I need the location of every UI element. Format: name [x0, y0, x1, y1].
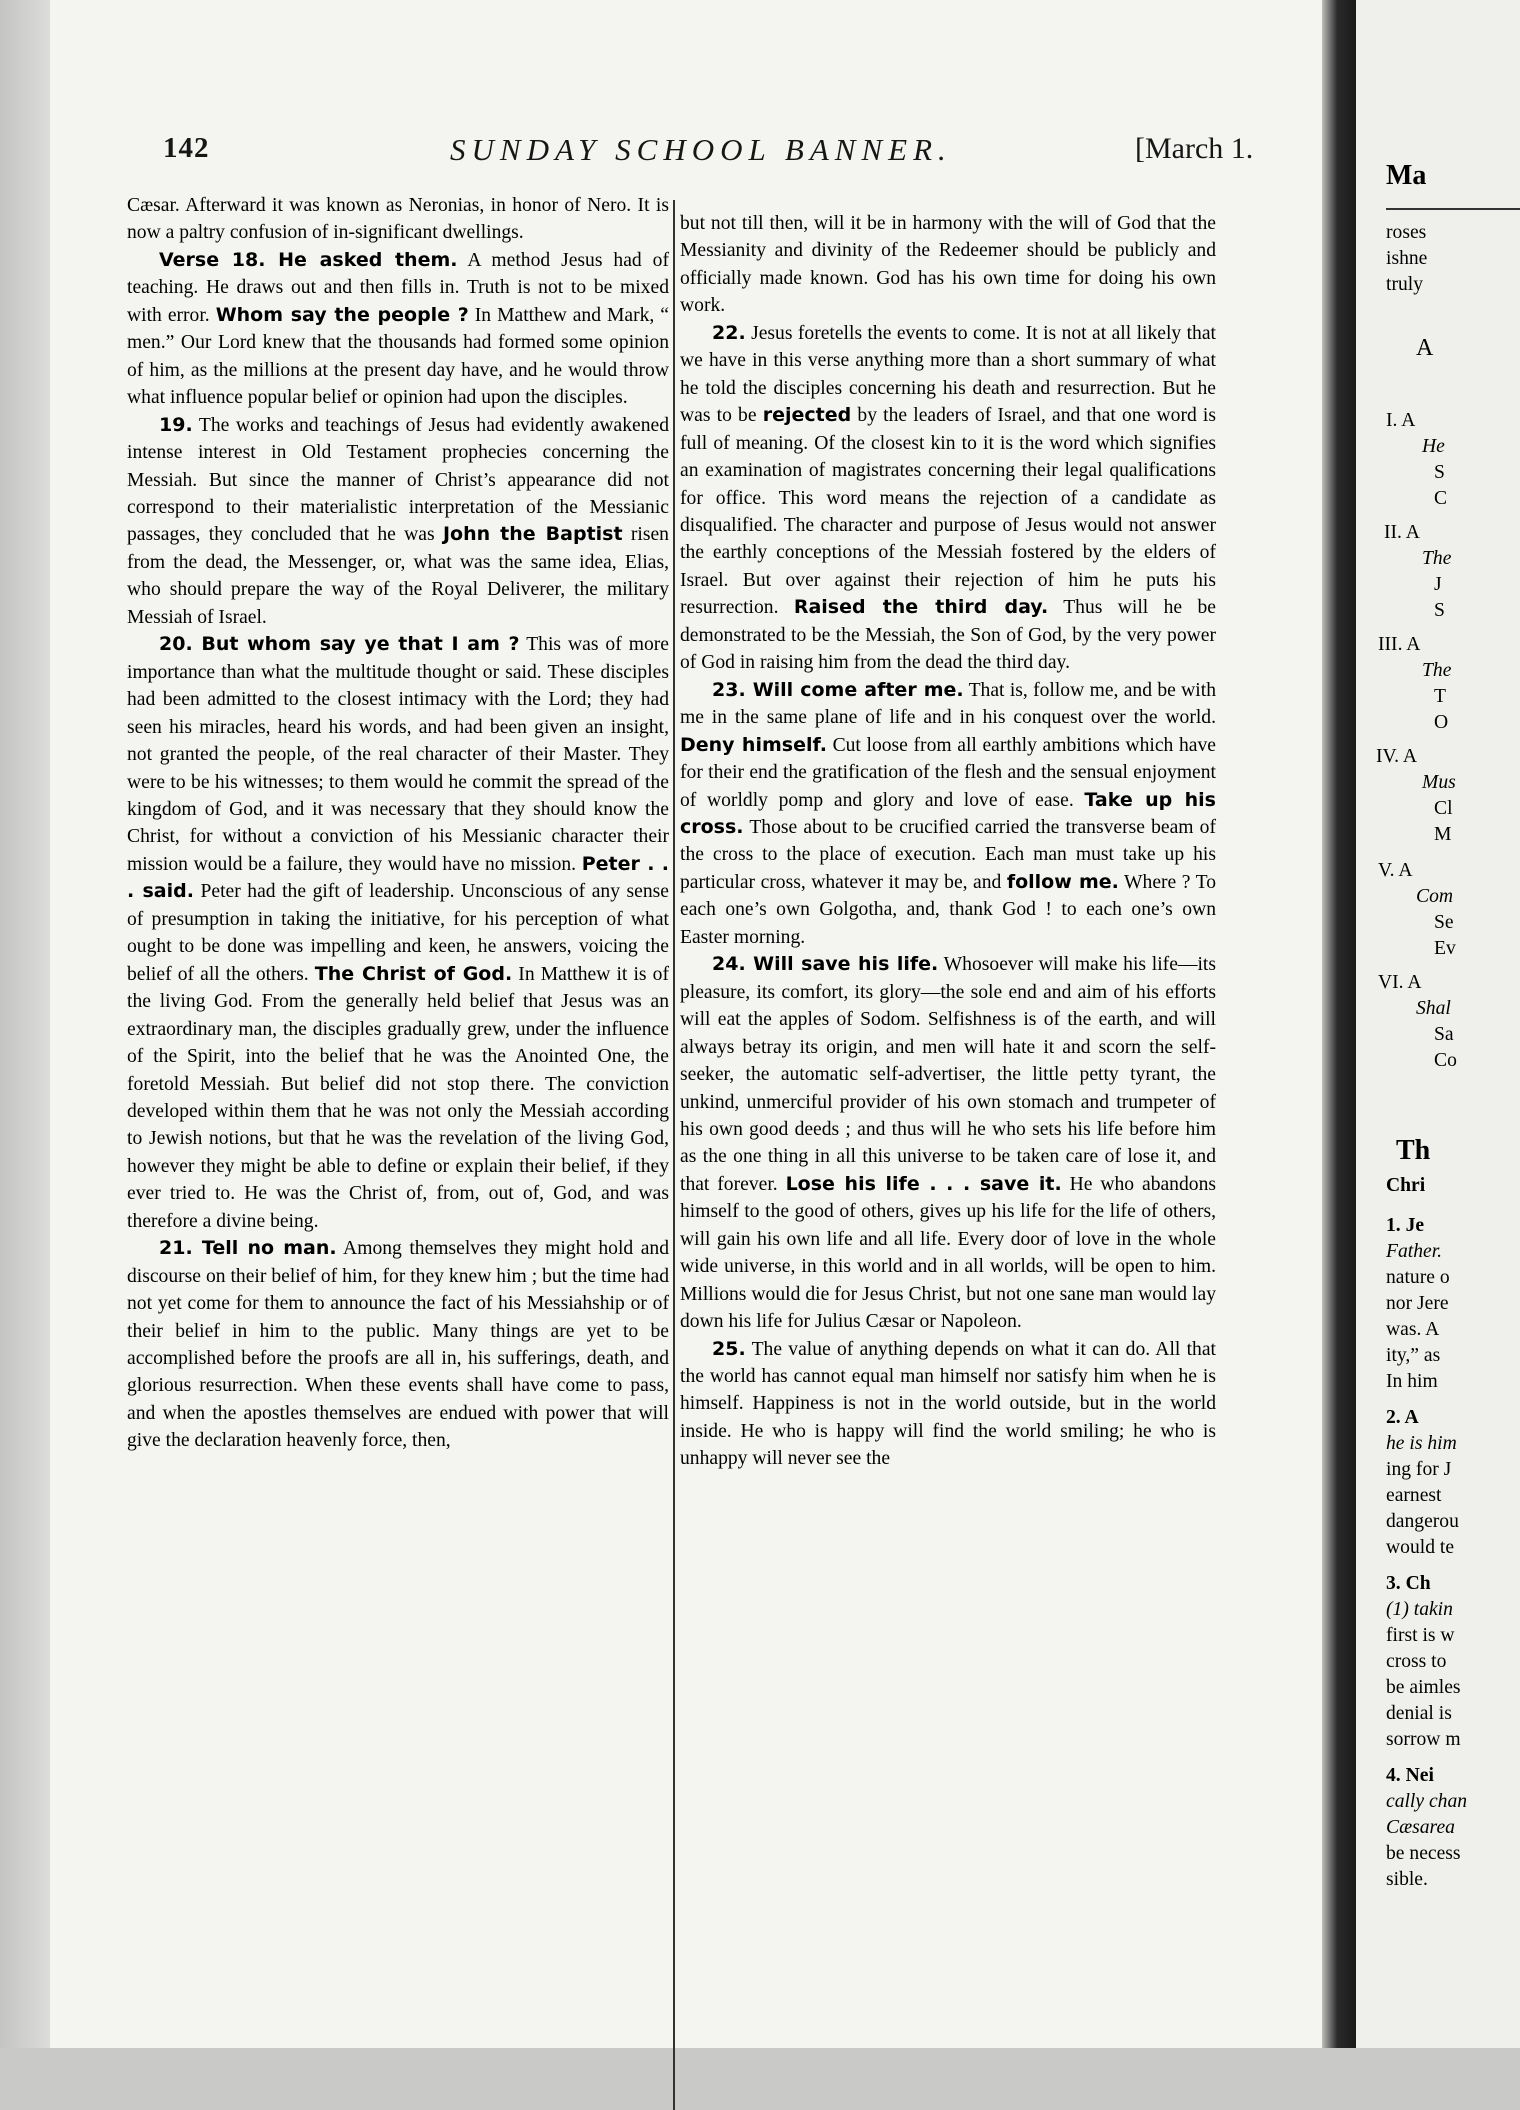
paragraph — [127, 631, 669, 1235]
verse-heading: John the Baptist — [442, 523, 623, 546]
paragraph — [680, 210, 1216, 320]
paragraph — [127, 247, 669, 412]
paragraph-text: In Matthew it is of the living God. From the generally held belief that Jesus was an extraordinary man, the disciples gradually grew, under the influence of the Spirit, into the belief that he was the Anointed One, the foretold Messiah. But belief did not stop there. The conviction developed within them that he was not only the Messiah according to Jewish notions, but that he was the revelation of the living God, however they might be able to define or explain their belief, if they ever tried to. He was the Christ of, from, out of, God, and was therefore a divine being. — [127, 963, 669, 1232]
paragraph-text: In Matthew and Mark, “ men.” Our Lord knew that the thousands had formed some opinion of him, as the millions at the present day have, and he would throw what influence popular belief or opinion had upon the disciples. — [127, 304, 669, 409]
verse-heading: Peter . . . said. — [127, 852, 669, 903]
paragraph-text: Jesus foretells the events to come. It is not at all likely that we have in this verse anything more than a short summary of what he told the disciples concerning his death and resurrection. But he was to be — [680, 322, 1216, 427]
paragraph-text: Peter had the gift of leadership. Unconscious of any sense of presumption in taking the initiative, for his perception of what ought to be done was impelling and keen, he answers, voicing the belief of all the others. — [127, 881, 669, 985]
paragraph-text: This was of more importance than what the multitude thought or said. These disciples had been admitted to the closest intimacy with the Lord; they had seen his miracles, heard his words, and had been given an insight, not granted the people, of the real character of their Master. They were to be his witnesses; to them would he commit the spread of the kingdom of God, and it was necessary that they should know the Christ, for without a conviction of his Messianic character their mission would be a failure, they would have no mission. — [127, 634, 669, 875]
paragraph-text: Those about to be crucified carried the transverse beam of the cross to the place of execution. Each man must take up his particular cross, whatever it may be, and — [680, 816, 1216, 893]
scan-margin — [0, 0, 50, 2048]
facing-page-line: Cæsarea — [1386, 1817, 1455, 1838]
paragraph-text: Cæsar. Afterward it was known as Neronias, in honor of Nero. It is now a paltry confusion of in-significant dwellings. — [127, 195, 669, 244]
paragraph-text: risen from the dead, the Messenger, or, what was the same idea, Elias, who should prepare the way of the Royal Deliverer, the military Messiah of Israel. — [127, 524, 669, 628]
left-column — [127, 192, 669, 1455]
facing-page-line: IV. A — [1376, 746, 1418, 767]
facing-page-line: S — [1434, 462, 1445, 483]
facing-page-line: 3. Ch — [1386, 1573, 1431, 1594]
facing-page-line: be necess — [1386, 1843, 1461, 1864]
facing-page-line: Mus — [1422, 772, 1456, 793]
facing-page-line: ishne — [1386, 248, 1428, 269]
facing-page-line: cross to — [1386, 1651, 1447, 1672]
verse-heading: Raised the third day. — [793, 596, 1049, 619]
paragraph-text: The value of anything depends on what it can do. All that the world has cannot equal man himself nor satisfy him when he is himself. Happiness is not in the world outside, but in the world inside. He who is happy will find the world smiling; he who is unhappy will never see the — [680, 1338, 1216, 1470]
facing-page-line: Father. — [1386, 1241, 1443, 1262]
paragraph-text: That is, follow me, and be with me in the same plane of life and in his conquest over the world. — [680, 679, 1216, 729]
paragraph-text: He who abandons himself to the good of others, gives up his life for the life of others, will gain his own life and all life. Every door of love in the whole wide universe, in this world and in all worlds, will be open to him. Millions would die for Jesus Christ, but not one sane man would lay down his life for Julius Cæsar or Napoleon. — [680, 1173, 1216, 1333]
facing-page-line: earnest — [1386, 1485, 1442, 1506]
verse-heading: Take up his cross. — [680, 788, 1216, 838]
facing-page-line: J — [1434, 574, 1442, 595]
paragraph — [680, 320, 1216, 677]
verse-heading: Verse 18. He asked them. — [159, 248, 458, 271]
column-divider — [673, 200, 675, 2110]
facing-page-line: sorrow m — [1386, 1729, 1461, 1750]
facing-page-line: C — [1434, 488, 1448, 509]
verse-heading: Lose his life . . . save it. — [785, 1172, 1062, 1195]
paragraph — [127, 1235, 669, 1455]
facing-page-line: II. A — [1384, 522, 1420, 543]
facing-page-line: Cl — [1434, 798, 1453, 819]
facing-page-line: roses — [1386, 222, 1427, 243]
paragraph-text: by the leaders of Israel, and that one word is full of meaning. Of the closest kin to it is the word which signifies an examination of magistrates concerning their legal qualifications for office. This word means the rejection of a candidate as disqualified. The character and purpose of Jesus would not answer the earthly conceptions of the Messiah fostered by the elders of Israel. But over against their rejection of him he puts his resurrection. — [680, 405, 1217, 619]
facing-page-line: 1. Je — [1386, 1215, 1425, 1236]
facing-page-line: M — [1434, 824, 1452, 845]
facing-page-line: S — [1434, 600, 1445, 621]
verse-heading: 21. Tell no man. — [159, 1237, 337, 1260]
facing-page-line: was. A — [1386, 1319, 1440, 1340]
verse-heading: The Christ of God. — [314, 962, 513, 985]
facing-page-line: In him — [1386, 1371, 1438, 1392]
facing-page-line: 4. Nei — [1386, 1765, 1434, 1786]
paragraph — [680, 1336, 1216, 1473]
book-gutter — [1322, 0, 1356, 2048]
facing-page-line: I. A — [1386, 410, 1416, 431]
facing-page-line: V. A — [1378, 860, 1413, 881]
facing-page-line: be aimles — [1386, 1677, 1461, 1698]
issue-date: [March 1. — [1135, 132, 1254, 165]
verse-heading: 24. Will save his life. — [712, 953, 939, 976]
paragraph-text: Thus will he be demonstrated to be the Messiah, the Son of God, by the very power of God in raising him from the dead the third day. — [680, 597, 1216, 674]
verse-heading: rejected — [762, 404, 852, 427]
paragraph — [680, 951, 1216, 1335]
facing-page-line: would te — [1386, 1537, 1455, 1558]
facing-page-line: first is w — [1386, 1625, 1455, 1646]
facing-page-line: T — [1434, 686, 1446, 707]
facing-page-line: (1) takin — [1386, 1599, 1453, 1620]
facing-page-line: III. A — [1378, 634, 1421, 655]
facing-page-line: Sa — [1434, 1024, 1454, 1045]
facing-page-line: Com — [1416, 886, 1454, 907]
header-rule — [1386, 208, 1520, 210]
facing-page-line: cally chan — [1386, 1791, 1468, 1812]
verse-heading: Whom say the people ? — [215, 303, 469, 326]
facing-page-line: nature o — [1386, 1267, 1450, 1288]
right-column — [680, 210, 1216, 1473]
facing-page-line: Th — [1396, 1135, 1431, 1166]
paragraph-text: Cut loose from all earthly ambitions which have for their end the gratification of the flesh and the sensual enjoyment of worldly pomp and glory and love of ease. — [680, 734, 1216, 811]
paragraph — [127, 192, 669, 247]
facing-page-line: 2. A — [1386, 1407, 1419, 1428]
facing-page-line: truly — [1386, 274, 1424, 295]
verse-heading: 25. — [712, 1337, 746, 1360]
facing-page-line: A — [1416, 335, 1434, 361]
facing-page-line: O — [1434, 712, 1449, 733]
facing-page-line: The — [1422, 548, 1452, 569]
verse-heading: 22. — [712, 321, 746, 344]
facing-page-line: sible. — [1386, 1869, 1428, 1890]
paragraph — [680, 677, 1216, 952]
paragraph-text: Whosoever will make his life—its pleasure, its comfort, its glory—the sole end and aim of his efforts will eat the apples of Sodom. Selfishness is of the earth, and will always betray its origin, and men will hate it and scorn the self-seeker, the automatic self-advertiser, the little petty tyrant, the unkind, unmerciful provider of his own stomach and trumpeter of his own good deeds ; and thus will he who sets his life before him as the one thing in all this universe to be taken care of lose it, and that forever. — [680, 954, 1216, 1195]
facing-page-line: he is him — [1386, 1433, 1457, 1454]
facing-page-line: ity,” as — [1386, 1345, 1441, 1366]
facing-page-line: Ev — [1434, 938, 1456, 959]
facing-page-line: nor Jere — [1386, 1293, 1449, 1314]
paragraph — [127, 412, 669, 632]
facing-page-line: denial is — [1386, 1703, 1452, 1724]
paragraph-text: but not till then, will it be in harmony with the will of God that the Messianity and divinity of the Redeemer should be publicly and officially made known. God has his own time for doing his own work. — [680, 213, 1216, 317]
running-title: SUNDAY SCHOOL BANNER. — [450, 132, 952, 167]
verse-heading: follow me. — [1006, 870, 1119, 893]
facing-page-line: He — [1422, 436, 1445, 457]
facing-page-line: Chri — [1386, 1175, 1426, 1196]
facing-page-line: The — [1422, 660, 1452, 681]
verse-heading: 20. But whom say ye that I am ? — [159, 633, 520, 656]
paragraph-text: The works and teachings of Jesus had evidently awakened intense interest in Old Testament prophecies concerning the Messiah. But since the manner of Christ’s appearance did not correspond to their materialistic interpretation of the Messianic passages, they concluded that he was — [127, 414, 669, 546]
facing-page-line: Shal — [1416, 998, 1451, 1019]
page-number: 142 — [163, 132, 210, 164]
facing-page-line: Co — [1434, 1050, 1457, 1071]
verse-heading: 23. Will come after me. — [712, 678, 964, 701]
paragraph-text: A method Jesus had of teaching. He draws out and then fills in. Truth is not to be mixed with error. — [127, 249, 670, 326]
facing-page-line: Se — [1434, 912, 1454, 933]
paragraph-text: Where ? To each one’s own Golgotha, and, thank God ! to each one’s own Easter morning. — [680, 871, 1216, 948]
facing-page — [1356, 0, 1520, 2048]
facing-page-line: dangerou — [1386, 1511, 1459, 1532]
facing-page-line: VI. A — [1378, 972, 1422, 993]
facing-page-line: ing for J — [1386, 1459, 1452, 1480]
paragraph-text: Among themselves they might hold and discourse on their belief of him, for they knew him ; but the time had not yet come for them to announce the fact of his Messiahship or of their belief in him to the public. Many things are yet to be accomplished before the proofs are all in, his sufferings, death, and glorious resurrection. When these events shall have come to pass, and when the apostles themselves are endued with power that will give the declaration heavenly force, then, — [127, 1238, 670, 1452]
verse-heading: 19. — [159, 413, 193, 436]
verse-heading: Deny himself. — [680, 733, 827, 756]
facing-page-header: Ma — [1386, 160, 1427, 191]
